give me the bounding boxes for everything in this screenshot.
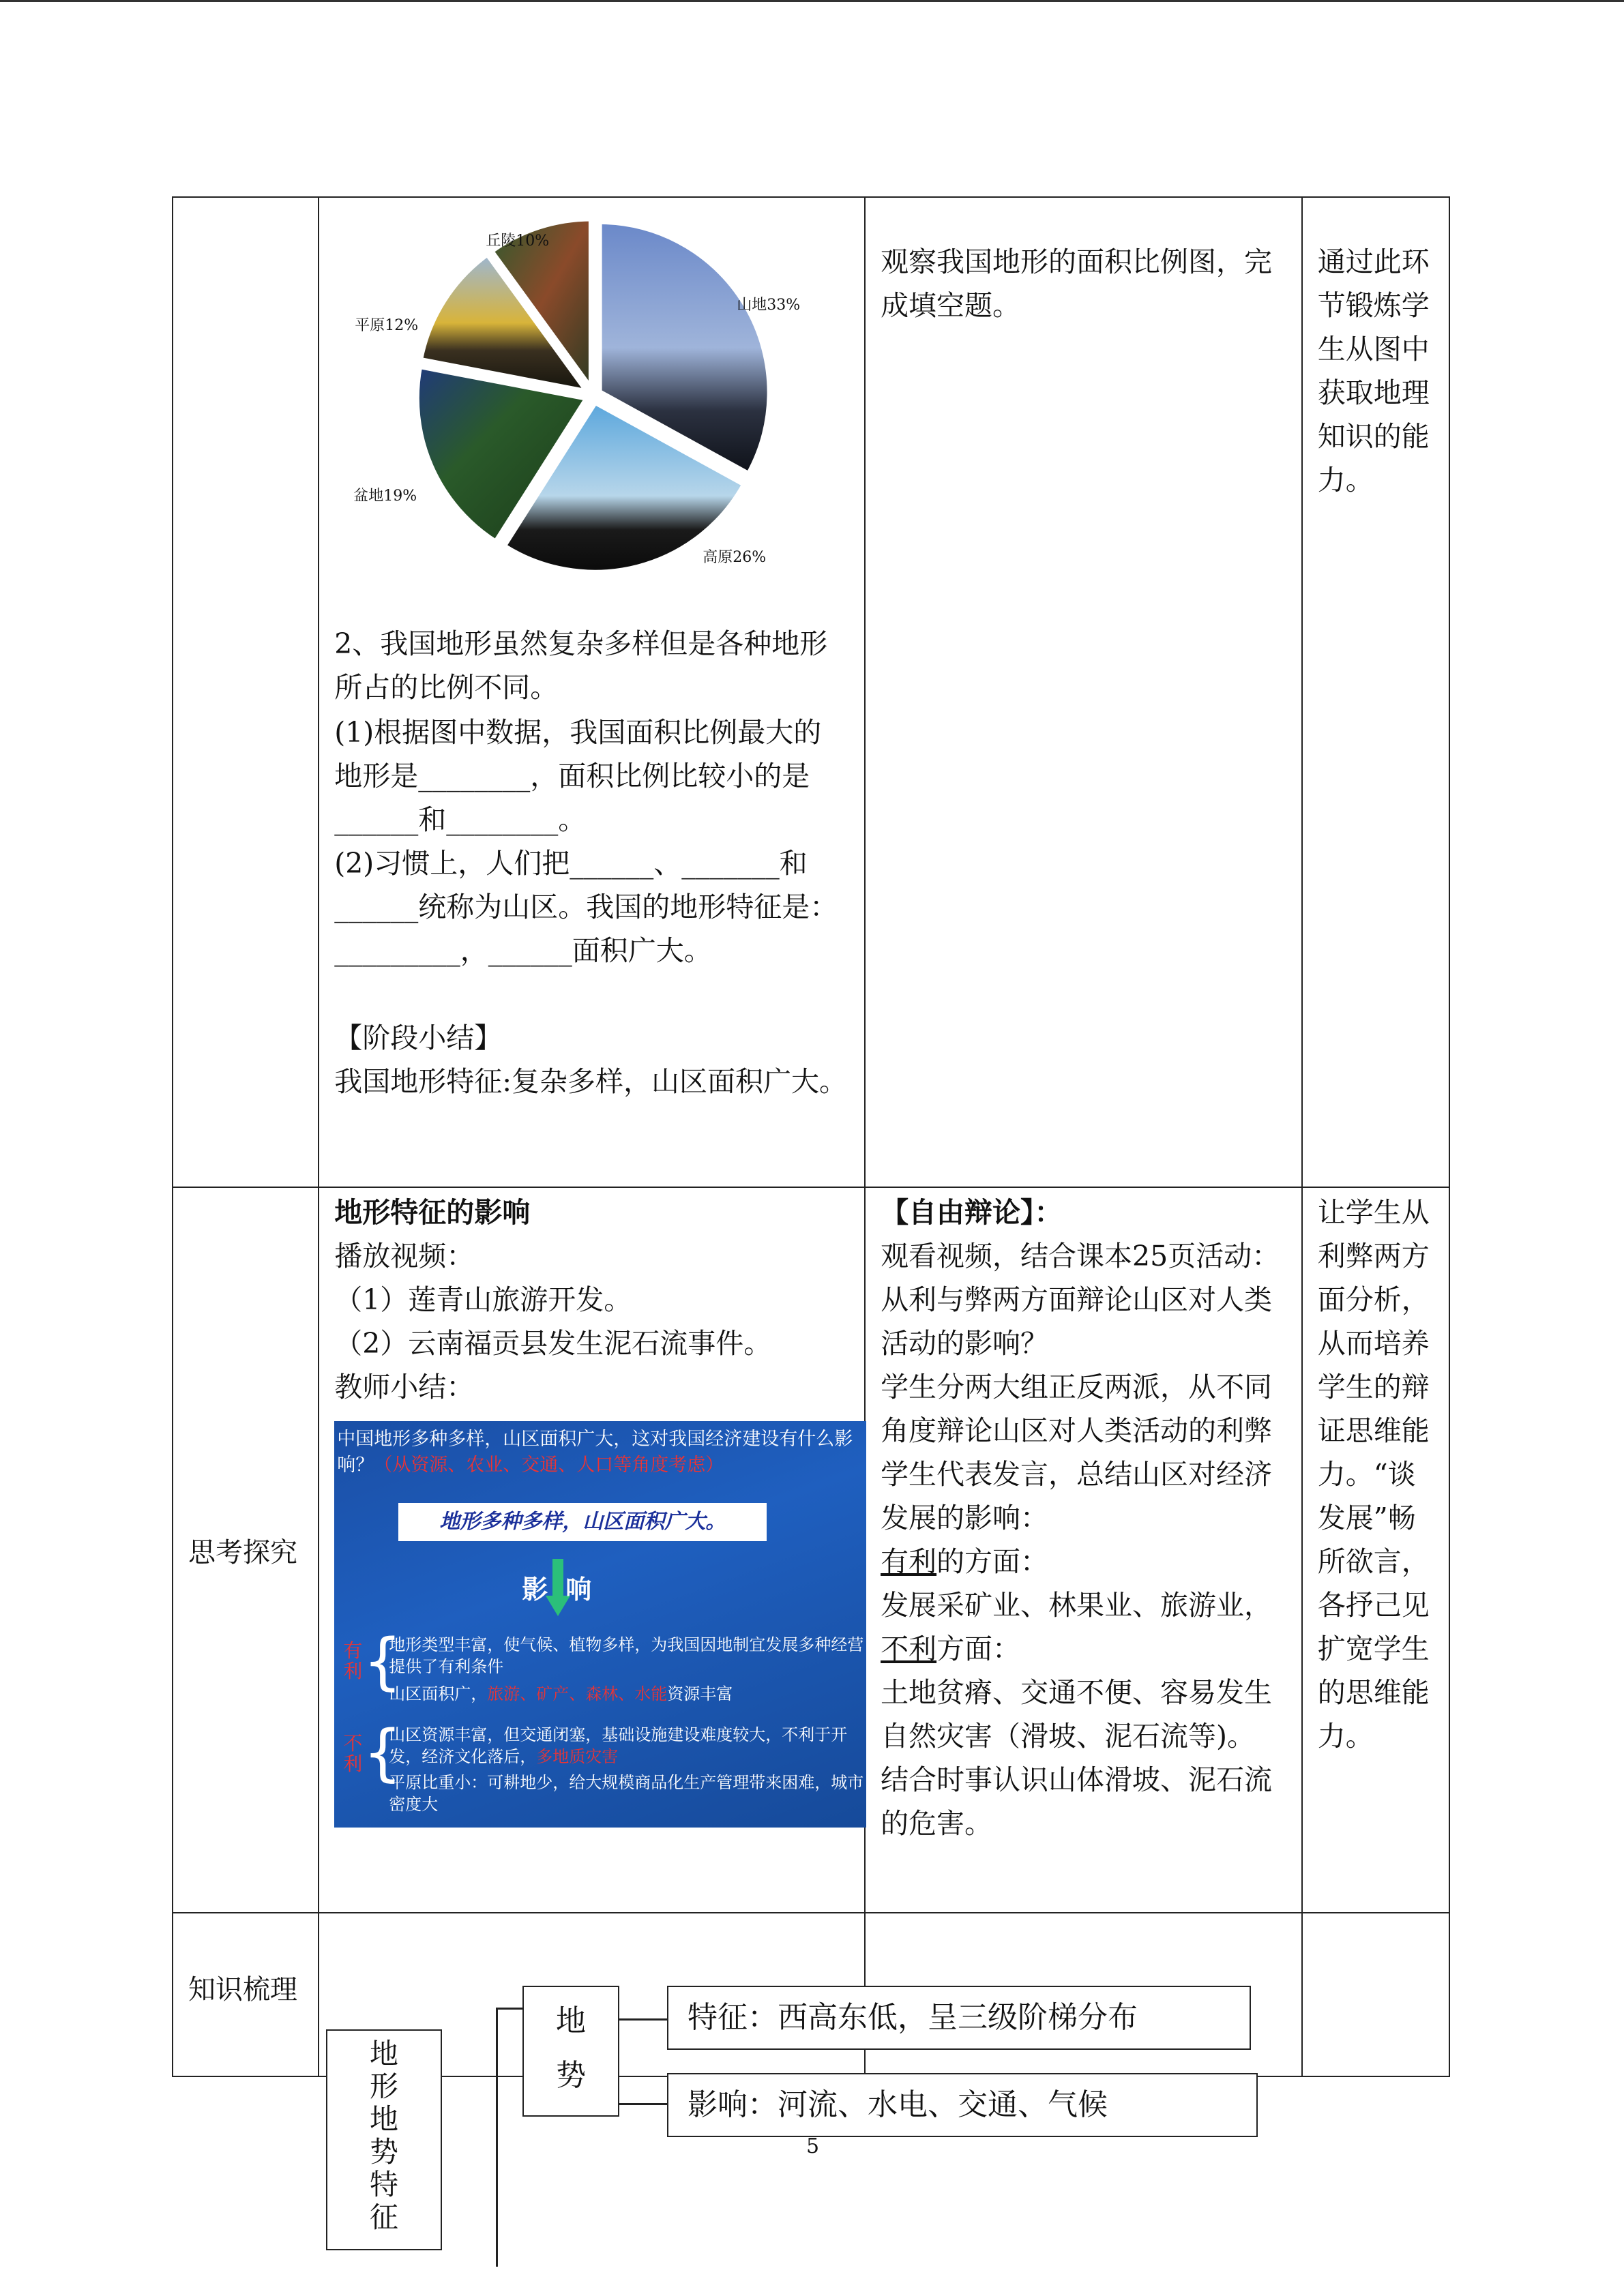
mindmap-root-box xyxy=(326,2029,442,2250)
slide-bad-label: 不利 xyxy=(343,1732,363,1775)
row2-content-cell xyxy=(319,1187,865,1913)
section-title: 地形特征的影响 xyxy=(334,1196,531,1229)
q1-text-d: 。 xyxy=(558,803,587,836)
q2-text-a: (2)习惯上，人们把 xyxy=(334,847,570,880)
debate-good-heading xyxy=(881,1540,1286,1583)
teacher-summary-label: 教师小结： xyxy=(334,1371,475,1403)
question-intro: 2、我国地形虽然复杂多样但是各种地形所占的比例不同。 xyxy=(334,627,828,704)
video-item-2: （2）云南福贡县发生泥石流事件。 xyxy=(334,1327,772,1360)
pie-label-hill: 丘陵10% xyxy=(486,233,550,250)
debate-p1: 观看视频，结合课本25页活动： xyxy=(881,1240,1280,1272)
pie-label-plain: 平原12% xyxy=(355,317,419,334)
mindmap-impact-box xyxy=(667,2073,1258,2137)
mindmap-connector xyxy=(618,2018,667,2021)
question-1 xyxy=(334,711,849,841)
lesson-table xyxy=(172,196,1450,2077)
blank[interactable]: ______ xyxy=(334,891,419,923)
terrain-pie-chart xyxy=(334,205,853,586)
debate-p2: 从利与弊两方面辩论山区对人类活动的影响？ xyxy=(881,1283,1273,1360)
blank[interactable]: ______ xyxy=(570,847,654,880)
row3-cell xyxy=(1302,1913,1449,2076)
table-row-pie xyxy=(173,197,1449,1187)
debate-bad-text: 土地贫瘠、交通不便、容易发生自然灾害（滑坡、泥石流等)。 xyxy=(881,1676,1273,1753)
slide-question xyxy=(337,1427,866,1478)
good-heading-rest: 的方面： xyxy=(936,1545,1049,1578)
q1-text-c: 和 xyxy=(418,803,447,836)
mindmap-connector xyxy=(496,2008,498,2267)
page-top-border xyxy=(0,0,1624,2)
brace-icon: { xyxy=(363,1626,402,1697)
row1-label-cell xyxy=(173,197,319,1187)
row1-content-cell xyxy=(319,197,865,1187)
mindmap-connector xyxy=(496,2008,523,2010)
slide-question-text: 中国地形多种多样，山区面积广大，这对我国经济建设有什么影响？ xyxy=(337,1429,853,1476)
q2-text-f: 面积广大。 xyxy=(572,934,712,967)
mindmap-dishi-text: 地 势 xyxy=(556,2003,586,2093)
mindmap-feature-text: 特征：西高东低，呈三级阶梯分布 xyxy=(688,2000,1138,2035)
slide-good-label: 有利 xyxy=(343,1639,363,1682)
summary-slide-image xyxy=(334,1421,866,1828)
q2-text-d: 统称为山区。我国的地形特征是： xyxy=(418,891,838,923)
q2-text-e: ， xyxy=(460,934,488,967)
q1-text-a: (1)根据图中数据，我国面积比例最大的地形是 xyxy=(334,716,822,792)
row1-activity-text: 观察我国地形的面积比例图，完成填空题。 xyxy=(881,245,1273,322)
pie-slices xyxy=(417,218,770,572)
bad-heading-rest: 方面： xyxy=(936,1632,1021,1665)
q1-text-b: ，面积比例比较小的是 xyxy=(530,760,810,792)
mindmap-feature-box xyxy=(667,1986,1251,2050)
debate-p3: 学生分两大组正反两派，从不同角度辩论山区对人类活动的利弊学生代表发言，总结山区对经济发展的影响： xyxy=(881,1371,1273,1534)
row2-purpose-text: 让学生从利弊两方面分析，从而培养学生的辩证思维能力。“谈发展”畅所欲言，各抒己见扩宽学生的思维能力。 xyxy=(1317,1196,1430,1753)
slide-bad-1 xyxy=(389,1724,866,1768)
mindmap-impact-text: 影响：河流、水电、交通、气候 xyxy=(688,2087,1108,2122)
row3-label: 知识梳理 xyxy=(173,1913,319,2076)
debate-good-text: 发展采矿业、林果业、旅游业， xyxy=(881,1589,1273,1622)
blank[interactable]: _______ xyxy=(681,847,780,880)
brace-icon: { xyxy=(363,1717,402,1789)
blank[interactable]: ______ xyxy=(488,934,572,967)
blank[interactable]: ________ xyxy=(418,760,531,792)
bad-underlined: 不利 xyxy=(881,1632,937,1665)
blank[interactable]: ________ xyxy=(446,803,559,836)
debate-title: 【自由辩论】： xyxy=(881,1196,1063,1229)
table-row-explore xyxy=(173,1187,1449,1913)
summary-title: 【阶段小结】 xyxy=(334,1022,503,1054)
row2-label: 思考探究 xyxy=(173,1187,319,1913)
slide-yingxiang: 影响 xyxy=(522,1575,610,1605)
row1-activity-cell xyxy=(865,197,1302,1187)
question-2 xyxy=(334,841,849,972)
row1-purpose-text: 通过此环节锻炼学生从图中获取地理知识的能力。 xyxy=(1317,245,1430,496)
slide-bad-2: 平原比重小：可耕地少，给大规模商品化生产管理带来困难，城市密度大 xyxy=(389,1773,864,1814)
slide-bad-1-red: 多地质灾害 xyxy=(536,1747,619,1766)
q2-text-b: 、 xyxy=(653,847,682,880)
slide-good-2b: 资源丰富 xyxy=(667,1684,733,1703)
slide-bad-1a: 山区资源丰富，但交通闭塞，基础设施建设难度较大，不利于开发，经济文化落后， xyxy=(389,1725,848,1766)
mindmap-connector xyxy=(618,2103,667,2105)
slide-question-hint: （从资源、农业、交通、人口等角度考虑） xyxy=(374,1455,724,1476)
summary-text: 我国地形特征:复杂多样，山区面积广大。 xyxy=(334,1065,848,1098)
q2-text-c: 和 xyxy=(779,847,808,880)
slide-good-2a: 山区面积广， xyxy=(389,1684,488,1703)
mindmap-root-text: 地 形 地 势 特 征 xyxy=(369,2037,398,2234)
debate-end: 结合时事认识山体滑坡、泥石流的危害。 xyxy=(881,1763,1273,1840)
video-item-1: （1）莲青山旅游开发。 xyxy=(334,1283,632,1316)
debate-bad-heading xyxy=(881,1627,1286,1671)
page-number: 5 xyxy=(806,2134,820,2158)
pie-label-basin: 盆地19% xyxy=(353,488,417,505)
blank[interactable]: _________ xyxy=(334,934,460,967)
slide-banner: 地形多种多样，山区面积广大。 xyxy=(398,1503,767,1541)
blank[interactable]: ______ xyxy=(334,803,419,836)
video-line: 播放视频： xyxy=(334,1240,475,1272)
slide-good-2-red: 旅游、矿产、森林、水能 xyxy=(487,1684,668,1703)
row1-purpose-cell xyxy=(1302,197,1449,1187)
slide-good-2 xyxy=(389,1683,866,1705)
pie-label-mountain: 山地33% xyxy=(737,297,801,314)
slide-good-1: 地形类型丰富，使气候、植物多样，为我国因地制宜发展多种经营提供了有利条件 xyxy=(389,1635,864,1676)
good-underlined: 有利 xyxy=(881,1545,937,1578)
pie-label-plateau: 高原26% xyxy=(703,549,767,566)
row2-activity-cell xyxy=(865,1187,1302,1913)
pie-svg xyxy=(334,205,853,586)
row2-purpose-cell xyxy=(1302,1187,1449,1913)
mindmap-dishi-box xyxy=(522,1986,619,2117)
